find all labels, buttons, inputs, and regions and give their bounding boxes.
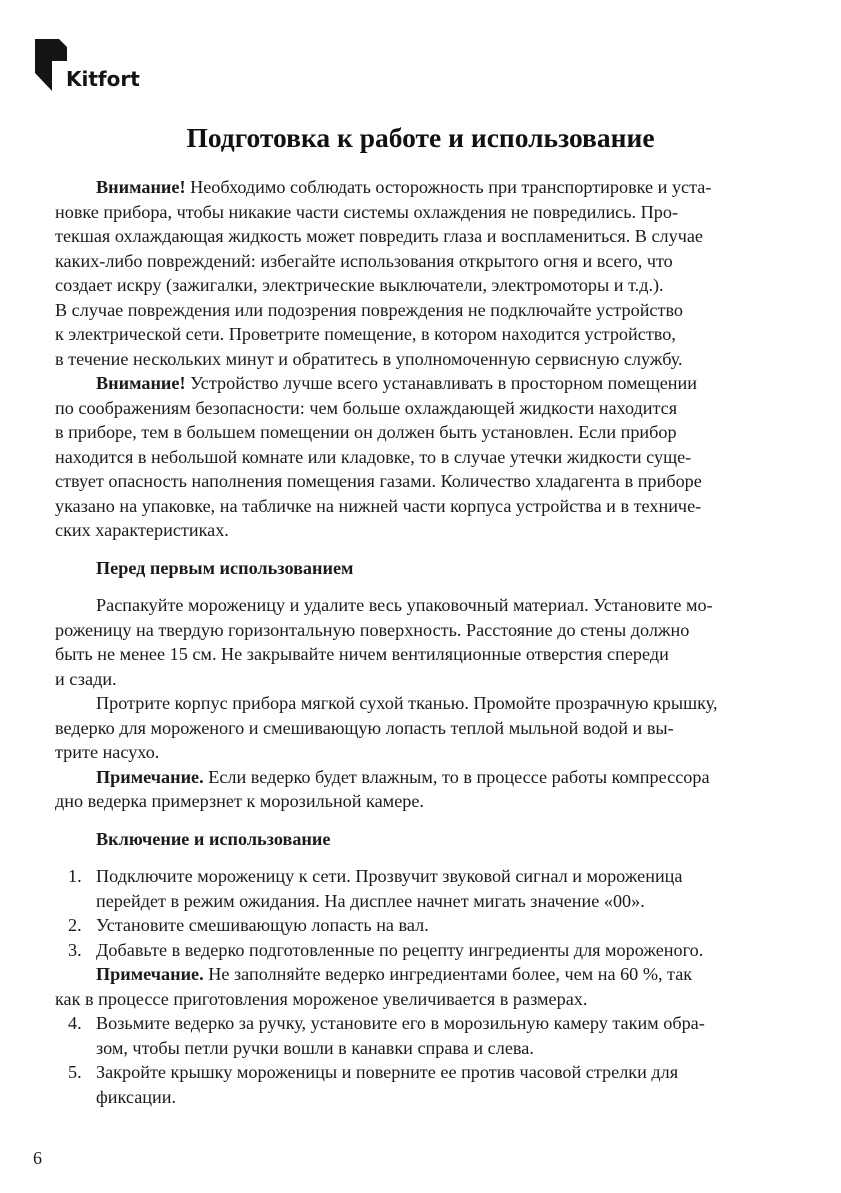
paragraph-line: в течение нескольких минут и обратитесь в уполномоченную сервисную службу.	[55, 348, 683, 369]
paragraph-line: Если ведерко будет влажным, то в процессе работы компрессора	[203, 766, 710, 787]
list-item-text: перейдет в режим ожидания. На дисплее начнет мигать значение «00».	[96, 890, 645, 911]
paragraph-line: дно ведерка примерзнет к морозильной камере.	[55, 791, 424, 811]
list-number: 1.	[68, 866, 82, 886]
list-item	[55, 1011, 785, 1060]
list-item-text: фиксации.	[96, 1086, 177, 1107]
list-number: 2.	[68, 915, 82, 935]
paragraph-line: по соображениям безопасности: чем больше охлаждающей жидкости находится	[55, 397, 678, 418]
list-item-text: зом, чтобы петли ручки вошли в канавки справа и слева.	[96, 1037, 534, 1058]
note-paragraph-1	[55, 765, 785, 814]
page-title: Подготовка к работе и использование	[186, 122, 655, 153]
paragraph-line: Протрите корпус прибора мягкой сухой тканью. Промойте прозрачную крышку,	[96, 693, 718, 713]
paragraph-line: создает искру (зажигалки, электрические выключатели, электромоторы и т.д.).	[55, 275, 664, 295]
paragraph-line: ведерко для мороженого и смешивающую лопасть теплой мыльной водой и вы-	[55, 717, 674, 738]
paragraph-line: указано на упаковке, на табличке на нижней части корпуса устройства и в техниче-	[55, 495, 702, 516]
list-item	[55, 938, 785, 963]
list-item-text: Возьмите ведерко за ручку, установите его в морозильную камеру таким обра-	[96, 1013, 705, 1033]
paragraph-line: находится в небольшой комнате или кладовке, то в случае утечки жидкости суще-	[55, 446, 692, 467]
paragraph-line: Устройство лучше всего устанавливать в просторном помещении	[185, 373, 697, 393]
usage-steps-list	[55, 864, 785, 1109]
note-label: Примечание.	[96, 766, 204, 787]
warning-label: Внимание!	[96, 373, 186, 393]
paragraph-line: к электрической сети. Проветрите помещение, в котором находится устройство,	[55, 324, 676, 344]
warning-paragraph-1	[55, 175, 785, 371]
list-item	[55, 913, 785, 938]
list-number: 3.	[68, 939, 82, 960]
unpack-paragraph	[55, 593, 785, 691]
note-paragraph-2	[55, 962, 785, 1011]
page-number: 6	[33, 1148, 42, 1168]
paragraph-line: В случае повреждения или подозрения повреждения не подключайте устройство	[55, 299, 684, 320]
warning-paragraph-2	[55, 371, 785, 543]
paragraph-line: каких-либо повреждений: избегайте использования открытого огня и всего, что	[55, 250, 673, 271]
list-item-text: Установите смешивающую лопасть на вал.	[96, 915, 429, 935]
brand-logo	[35, 39, 145, 91]
list-item-text: Подключите мороженицу к сети. Прозвучит звуковой сигнал и мороженица	[96, 866, 683, 886]
section-heading-usage: Включение и использование	[96, 828, 331, 849]
paragraph-line: текшая охлаждающая жидкость может повредить глаза и воспламениться. В случае	[55, 226, 703, 246]
list-item-text: Добавьте в ведерко подготовленные по рецепту ингредиенты для мороженого.	[96, 939, 704, 960]
list-number: 5.	[68, 1062, 82, 1082]
list-item	[55, 1060, 785, 1109]
paragraph-line: быть не менее 15 см. Не закрывайте ничем вентиляционные отверстия спереди	[55, 644, 669, 664]
paragraph-line: ствует опасность наполнения помещения газами. Количество хладагента в приборе	[55, 471, 702, 491]
page-body	[55, 175, 785, 1109]
section-heading-before-first-use: Перед первым использованием	[96, 557, 354, 578]
paragraph-line: как в процессе приготовления мороженое увеличивается в размерах.	[55, 988, 588, 1009]
paragraph-line: Необходимо соблюдать осторожность при транспортировке и уста-	[185, 177, 712, 197]
paragraph-line: и сзади.	[55, 668, 117, 689]
list-number: 4.	[68, 1013, 82, 1033]
list-item	[55, 864, 785, 913]
paragraph-line: роженицу на твердую горизонтальную поверхность. Расстояние до стены должно	[55, 619, 690, 640]
note-label: Примечание.	[96, 964, 204, 984]
paragraph-line: Не заполняйте ведерко ингредиентами более, чем на 60 %, так	[203, 964, 693, 984]
paragraph-line: в приборе, тем в большем помещении он должен быть установлен. Если прибор	[55, 422, 677, 442]
paragraph-line: новке прибора, чтобы никакие части системы охлаждения не повредились. Про-	[55, 201, 679, 222]
paragraph-line: трите насухо.	[55, 742, 160, 762]
paragraph-line: ских характеристиках.	[55, 520, 229, 540]
brand-name: Kitfort	[66, 67, 140, 91]
list-item-text: Закройте крышку мороженицы и поверните ее против часовой стрелки для	[96, 1062, 679, 1082]
paragraph-line: Распакуйте мороженицу и удалите весь упаковочный материал. Установите мо-	[96, 595, 713, 615]
cleaning-paragraph	[55, 691, 785, 765]
warning-label: Внимание!	[96, 177, 186, 197]
